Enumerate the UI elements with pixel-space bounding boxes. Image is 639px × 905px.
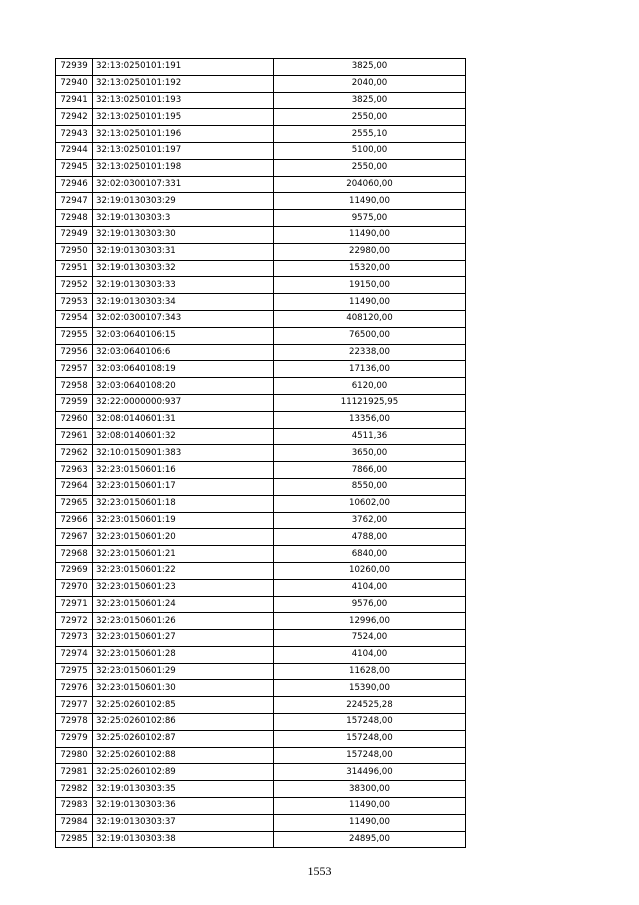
- cadastral-number-cell: 32:03:0640106:15: [93, 327, 274, 344]
- row-id-cell: 72971: [56, 596, 93, 613]
- row-id-cell: 72984: [56, 814, 93, 831]
- value-cell: 19150,00: [274, 277, 466, 294]
- value-cell: 76500,00: [274, 327, 466, 344]
- cadastral-number-cell: 32:19:0130303:35: [93, 781, 274, 798]
- cadastral-number-cell: 32:03:0640108:20: [93, 378, 274, 395]
- cadastral-number-cell: 32:25:0260102:85: [93, 697, 274, 714]
- row-id-cell: 72975: [56, 663, 93, 680]
- table-row: [56, 126, 466, 143]
- row-id-cell: 72980: [56, 747, 93, 764]
- cadastral-number-cell: 32:19:0130303:36: [93, 798, 274, 815]
- value-cell: 5100,00: [274, 142, 466, 159]
- value-cell: 11490,00: [274, 226, 466, 243]
- value-cell: 13356,00: [274, 411, 466, 428]
- value-cell: 6120,00: [274, 378, 466, 395]
- row-id-cell: 72958: [56, 378, 93, 395]
- cadastral-number-cell: 32:19:0130303:33: [93, 277, 274, 294]
- cadastral-number-cell: 32:08:0140601:32: [93, 428, 274, 445]
- table-row: [56, 512, 466, 529]
- table-row: [56, 327, 466, 344]
- cadastral-number-cell: 32:25:0260102:89: [93, 764, 274, 781]
- table-row: [56, 310, 466, 327]
- table-row: [56, 579, 466, 596]
- row-id-cell: 72944: [56, 142, 93, 159]
- row-id-cell: 72962: [56, 445, 93, 462]
- table-row: [56, 562, 466, 579]
- table-row: [56, 798, 466, 815]
- cadastral-number-cell: 32:02:0300107:343: [93, 310, 274, 327]
- cadastral-number-cell: 32:25:0260102:86: [93, 714, 274, 731]
- table-row: [56, 596, 466, 613]
- cadastral-number-cell: 32:23:0150601:30: [93, 680, 274, 697]
- table-row: [56, 529, 466, 546]
- value-cell: 157248,00: [274, 730, 466, 747]
- table-row: [56, 260, 466, 277]
- table-row: [56, 781, 466, 798]
- row-id-cell: 72940: [56, 75, 93, 92]
- row-id-cell: 72983: [56, 798, 93, 815]
- row-id-cell: 72953: [56, 294, 93, 311]
- value-cell: 2550,00: [274, 159, 466, 176]
- cadastral-number-cell: 32:13:0250101:198: [93, 159, 274, 176]
- table-row: [56, 697, 466, 714]
- row-id-cell: 72942: [56, 109, 93, 126]
- value-cell: 12996,00: [274, 613, 466, 630]
- value-cell: 3825,00: [274, 92, 466, 109]
- table-row: [56, 210, 466, 227]
- row-id-cell: 72949: [56, 226, 93, 243]
- row-id-cell: 72965: [56, 495, 93, 512]
- cadastral-number-cell: 32:22:0000000:937: [93, 394, 274, 411]
- table-row: [56, 814, 466, 831]
- cadastral-number-cell: 32:19:0130303:37: [93, 814, 274, 831]
- table-row: [56, 394, 466, 411]
- cadastral-number-cell: 32:23:0150601:23: [93, 579, 274, 596]
- value-cell: 224525,28: [274, 697, 466, 714]
- value-cell: 24895,00: [274, 831, 466, 848]
- value-cell: 157248,00: [274, 714, 466, 731]
- value-cell: 2040,00: [274, 75, 466, 92]
- cadastral-number-cell: 32:03:0640106:6: [93, 344, 274, 361]
- cadastral-number-cell: 32:23:0150601:22: [93, 562, 274, 579]
- value-cell: 3650,00: [274, 445, 466, 462]
- row-id-cell: 72969: [56, 562, 93, 579]
- cadastral-number-cell: 32:13:0250101:192: [93, 75, 274, 92]
- value-cell: 4104,00: [274, 646, 466, 663]
- cadastral-number-cell: 32:23:0150601:24: [93, 596, 274, 613]
- value-cell: 2550,00: [274, 109, 466, 126]
- value-cell: 9575,00: [274, 210, 466, 227]
- value-cell: 15320,00: [274, 260, 466, 277]
- cadastral-number-cell: 32:23:0150601:27: [93, 630, 274, 647]
- row-id-cell: 72982: [56, 781, 93, 798]
- value-cell: 11628,00: [274, 663, 466, 680]
- table-row: [56, 478, 466, 495]
- cadastral-number-cell: 32:23:0150601:17: [93, 478, 274, 495]
- table-row: [56, 546, 466, 563]
- row-id-cell: 72943: [56, 126, 93, 143]
- cadastral-number-cell: 32:25:0260102:88: [93, 747, 274, 764]
- value-cell: 11490,00: [274, 798, 466, 815]
- row-id-cell: 72967: [56, 529, 93, 546]
- row-id-cell: 72959: [56, 394, 93, 411]
- row-id-cell: 72950: [56, 243, 93, 260]
- cadastral-value-table: [55, 58, 466, 848]
- cadastral-number-cell: 32:08:0140601:31: [93, 411, 274, 428]
- table-row: [56, 294, 466, 311]
- row-id-cell: 72957: [56, 361, 93, 378]
- row-id-cell: 72968: [56, 546, 93, 563]
- table-row: [56, 462, 466, 479]
- value-cell: 7866,00: [274, 462, 466, 479]
- row-id-cell: 72960: [56, 411, 93, 428]
- table-row: [56, 747, 466, 764]
- row-id-cell: 72972: [56, 613, 93, 630]
- table-row: [56, 764, 466, 781]
- row-id-cell: 72945: [56, 159, 93, 176]
- table-body: [56, 59, 466, 848]
- cadastral-number-cell: 32:02:0300107:331: [93, 176, 274, 193]
- row-id-cell: 72941: [56, 92, 93, 109]
- table-row: [56, 714, 466, 731]
- row-id-cell: 72961: [56, 428, 93, 445]
- cadastral-number-cell: 32:23:0150601:19: [93, 512, 274, 529]
- table-row: [56, 226, 466, 243]
- row-id-cell: 72939: [56, 59, 93, 76]
- value-cell: 17136,00: [274, 361, 466, 378]
- table-row: [56, 142, 466, 159]
- table-row: [56, 428, 466, 445]
- cadastral-number-cell: 32:23:0150601:18: [93, 495, 274, 512]
- value-cell: 7524,00: [274, 630, 466, 647]
- table-row: [56, 630, 466, 647]
- cadastral-number-cell: 32:19:0130303:34: [93, 294, 274, 311]
- table-row: [56, 495, 466, 512]
- cadastral-number-cell: 32:23:0150601:29: [93, 663, 274, 680]
- value-cell: 4788,00: [274, 529, 466, 546]
- cadastral-number-cell: 32:19:0130303:3: [93, 210, 274, 227]
- row-id-cell: 72947: [56, 193, 93, 210]
- value-cell: 38300,00: [274, 781, 466, 798]
- value-cell: 9576,00: [274, 596, 466, 613]
- cadastral-number-cell: 32:03:0640108:19: [93, 361, 274, 378]
- cadastral-number-cell: 32:13:0250101:196: [93, 126, 274, 143]
- row-id-cell: 72952: [56, 277, 93, 294]
- page-number: 1553: [307, 864, 332, 878]
- row-id-cell: 72948: [56, 210, 93, 227]
- cadastral-number-cell: 32:23:0150601:28: [93, 646, 274, 663]
- cadastral-number-cell: 32:19:0130303:38: [93, 831, 274, 848]
- value-cell: 204060,00: [274, 176, 466, 193]
- value-cell: 4104,00: [274, 579, 466, 596]
- table-row: [56, 75, 466, 92]
- cadastral-number-cell: 32:23:0150601:16: [93, 462, 274, 479]
- table-row: [56, 361, 466, 378]
- cadastral-number-cell: 32:13:0250101:195: [93, 109, 274, 126]
- cadastral-number-cell: 32:19:0130303:29: [93, 193, 274, 210]
- row-id-cell: 72970: [56, 579, 93, 596]
- cadastral-number-cell: 32:13:0250101:191: [93, 59, 274, 76]
- row-id-cell: 72981: [56, 764, 93, 781]
- value-cell: 8550,00: [274, 478, 466, 495]
- table-row: [56, 159, 466, 176]
- value-cell: 22338,00: [274, 344, 466, 361]
- table-row: [56, 344, 466, 361]
- row-id-cell: 72955: [56, 327, 93, 344]
- row-id-cell: 72956: [56, 344, 93, 361]
- cadastral-number-cell: 32:19:0130303:32: [93, 260, 274, 277]
- table-row: [56, 680, 466, 697]
- value-cell: 11490,00: [274, 814, 466, 831]
- row-id-cell: 72978: [56, 714, 93, 731]
- value-cell: 157248,00: [274, 747, 466, 764]
- cadastral-number-cell: 32:23:0150601:26: [93, 613, 274, 630]
- table-row: [56, 445, 466, 462]
- row-id-cell: 72963: [56, 462, 93, 479]
- table-row: [56, 277, 466, 294]
- table-row: [56, 243, 466, 260]
- table-row: [56, 92, 466, 109]
- table-row: [56, 663, 466, 680]
- cadastral-number-cell: 32:25:0260102:87: [93, 730, 274, 747]
- row-id-cell: 72974: [56, 646, 93, 663]
- value-cell: 15390,00: [274, 680, 466, 697]
- row-id-cell: 72977: [56, 697, 93, 714]
- row-id-cell: 72954: [56, 310, 93, 327]
- value-cell: 6840,00: [274, 546, 466, 563]
- table-row: [56, 59, 466, 76]
- cadastral-number-cell: 32:23:0150601:20: [93, 529, 274, 546]
- value-cell: 3825,00: [274, 59, 466, 76]
- value-cell: 11490,00: [274, 294, 466, 311]
- cadastral-number-cell: 32:19:0130303:30: [93, 226, 274, 243]
- cadastral-number-cell: 32:10:0150901:383: [93, 445, 274, 462]
- value-cell: 22980,00: [274, 243, 466, 260]
- table-row: [56, 730, 466, 747]
- value-cell: 10260,00: [274, 562, 466, 579]
- cadastral-number-cell: 32:13:0250101:193: [93, 92, 274, 109]
- table-row: [56, 646, 466, 663]
- value-cell: 2555,10: [274, 126, 466, 143]
- table-row: [56, 831, 466, 848]
- table-row: [56, 193, 466, 210]
- row-id-cell: 72951: [56, 260, 93, 277]
- row-id-cell: 72976: [56, 680, 93, 697]
- value-cell: 314496,00: [274, 764, 466, 781]
- value-cell: 11490,00: [274, 193, 466, 210]
- value-cell: 3762,00: [274, 512, 466, 529]
- row-id-cell: 72985: [56, 831, 93, 848]
- table-row: [56, 176, 466, 193]
- value-cell: 4511,36: [274, 428, 466, 445]
- value-cell: 11121925,95: [274, 394, 466, 411]
- row-id-cell: 72946: [56, 176, 93, 193]
- table-row: [56, 109, 466, 126]
- table-row: [56, 411, 466, 428]
- row-id-cell: 72973: [56, 630, 93, 647]
- row-id-cell: 72964: [56, 478, 93, 495]
- value-cell: 408120,00: [274, 310, 466, 327]
- table-row: [56, 378, 466, 395]
- table-row: [56, 613, 466, 630]
- cadastral-number-cell: 32:23:0150601:21: [93, 546, 274, 563]
- row-id-cell: 72979: [56, 730, 93, 747]
- value-cell: 10602,00: [274, 495, 466, 512]
- row-id-cell: 72966: [56, 512, 93, 529]
- cadastral-number-cell: 32:19:0130303:31: [93, 243, 274, 260]
- cadastral-number-cell: 32:13:0250101:197: [93, 142, 274, 159]
